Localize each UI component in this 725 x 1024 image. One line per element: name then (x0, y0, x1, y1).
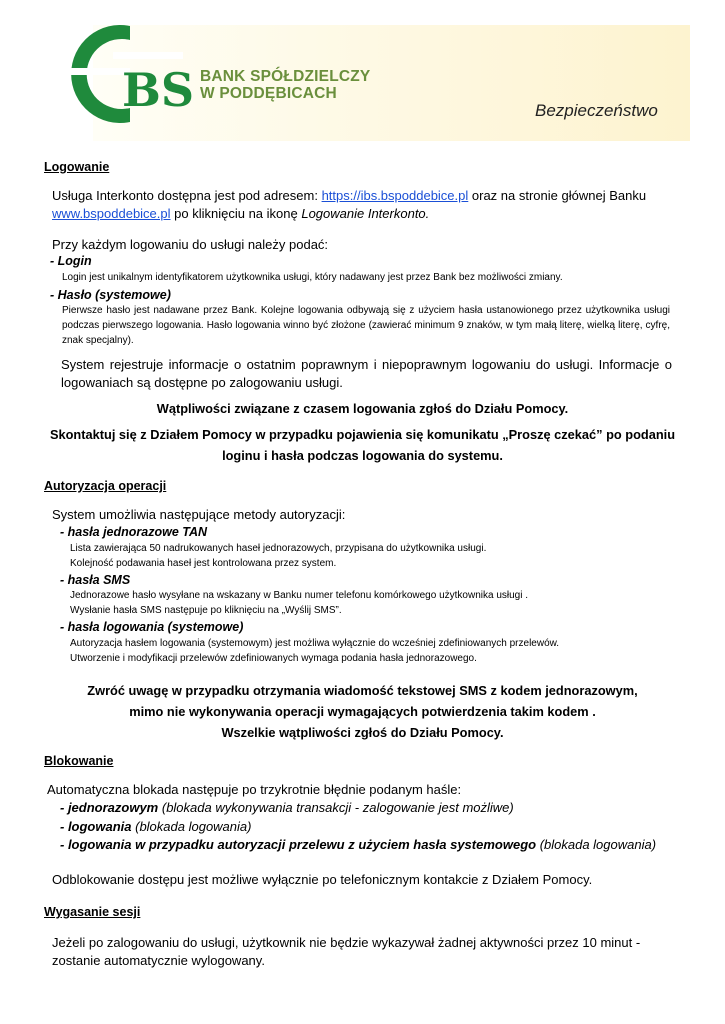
authorization-heading: Autoryzacja operacji (44, 479, 167, 493)
blocking-intro: Automatyczna blokada następuje po trzykrotnie błędnie podanym haśle: (47, 782, 462, 797)
each-login-text: Przy każdym logowaniu do usługi należy podać: (52, 237, 329, 252)
login-desc: Login jest unikalnym identyfikatorem użytkownika usługi, który nadawany jest przez Bank bez możliwości zmiany. (62, 272, 563, 283)
login-label: - Login (50, 254, 92, 268)
logon-password-label: - hasła logowania (systemowe) (60, 620, 244, 634)
tan-desc: Lista zawierająca 50 nadrukowanych haseł jednorazowych, przypisana do użytkownika usługi. Kolejność podawania haseł jest kontrolowana przez system. (70, 543, 487, 569)
blocking-item-1: - jednorazowym (blokada wykonywania transakcji - zalogowanie jest możliwe) (60, 800, 514, 815)
bank-name (200, 68, 370, 102)
password-label: - Hasło (systemowe) (50, 288, 171, 302)
password-desc: Pierwsze hasło jest nadawane przez Bank. Kolejne logowania odbywają się z użyciem hasła ustanowionego przez użytkownika usługi podczas pierwszego logowania. Hasło logowania winno być złożone (zawierać minimum 9 znaków, w tym małą literę, wielką literę, cyfrę, znak specjalny). (62, 305, 670, 346)
bank-name-line2: W PODDĘBICACH (200, 85, 337, 102)
blocking-item-2: - logowania (blokada logowania) (60, 819, 252, 834)
blocking-item-3: - logowania w przypadku autoryzacji przelewu z użyciem hasła systemowego (blokada logowania) (60, 837, 657, 852)
login-warning-2: Skontaktuj się z Działem Pomocy w przypadku pojawienia się komunikatu „Proszę czekać” po podaniu loginu i hasła podczas logowania do systemu. (49, 427, 676, 463)
session-heading: Wygasanie sesji (44, 905, 141, 919)
logo-letters: BS (122, 63, 195, 117)
sms-desc: Jednorazowe hasło wysyłane na wskazany w Banku numer telefonu komórkowego użytkownika usługi . Wysłanie hasła SMS następuje po kliknięciu na „Wyślij SMS”. (70, 590, 529, 616)
sms-label: - hasła SMS (60, 573, 131, 587)
login-warning-1: Wątpliwości związane z czasem logowania zgłoś do Działu Pomocy. (156, 401, 569, 416)
authorization-intro: System umożliwia następujące metody autoryzacji: (52, 507, 346, 522)
ibs-link[interactable]: https://ibs.bspoddebice.pl (321, 188, 469, 203)
unblock-text: Odblokowanie dostępu jest możliwe wyłącznie po telefonicznym kontakcie z Działem Pomocy. (52, 872, 593, 887)
bank-name-line1: BANK SPÓŁDZIELCZY (200, 68, 371, 85)
www-link[interactable]: www.bspoddebice.pl (52, 206, 171, 221)
system-info: System rejestruje informacje o ostatnim poprawnym i niepoprawnym logowaniu do usługi. Informacje o logowaniach są dostępne po zalogowaniu usługi. (61, 357, 672, 390)
login-intro: Usługa Interkonto dostępna jest pod adresem: https://ibs.bspoddebice.pl oraz na stronie głównej Banku www.bspoddebice.pl po kliknięciu na ikonę Logowanie Interkonto. (52, 188, 647, 221)
blocking-heading: Blokowanie (44, 754, 114, 768)
logon-password-desc: Autoryzacja hasłem logowania (systemowym) jest możliwa wyłącznie do wcześniej zdefiniowanych przelewów. Utworzenie i modyfikacji przelewów zdefiniowanych wymaga podania hasła jednorazowego. (70, 638, 560, 664)
page-title: Bezpieczeństwo (535, 101, 658, 120)
login-heading: Logowanie (44, 160, 110, 174)
session-text: Jeżeli po zalogowaniu do usługi, użytkownik nie będzie wykazywał żadnej aktywności przez 10 minut - zostanie automatycznie wylogowany. (52, 935, 641, 968)
bank-logo (68, 22, 198, 127)
tan-label: - hasła jednorazowe TAN (60, 525, 208, 539)
authorization-warning: Zwróć uwagę w przypadku otrzymania wiadomość tekstowej SMS z kodem jednorazowym, mimo nie wykonywania operacji wymagających potwierdzenia takim kodem . Wszelkie wątpliwości zgłoś do Działu Pomocy. (87, 683, 638, 740)
